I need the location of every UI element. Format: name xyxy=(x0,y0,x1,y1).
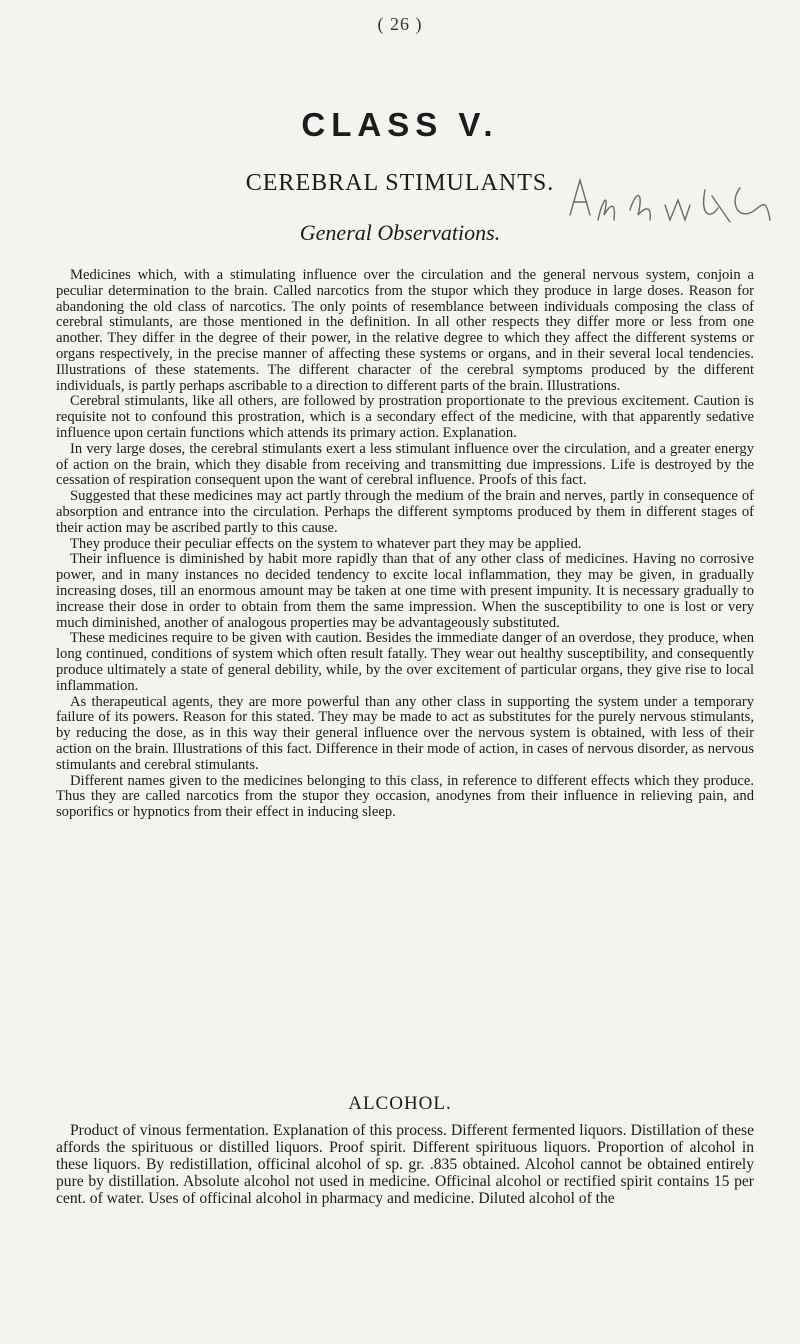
section-title: General Observations. xyxy=(299,220,501,245)
paragraph: Product of vinous fermentation. Explanation of this process. Different fermented liquors. Distillation of these affords the spirituous or distilled liquors. Proof spirit. Different spirituous liquors. Proportion of alcohol in these liquors. By redistillation, officinal alcohol of sp. gr. .835 obtained. Alcohol cannot be obtained entirely pure by distillation. Absolute alcohol not used in medicine. Officinal alcohol or rectified spirit contains 15 per cent. of water. Uses of officinal alcohol in pharmacy and medicine. Diluted alcohol of the xyxy=(56,1122,754,1207)
class-heading: CLASS V. xyxy=(301,106,499,143)
paragraph: Suggested that these medicines may act partly through the medium of the brain and nerves, partly in consequence of absorption and entrance into the circulation. Perhaps the different symptoms produced by them in different stages of their action may be ascribed partly to this cause. xyxy=(56,488,754,536)
paragraph: They produce their peculiar effects on the system to whatever part they may be applied. xyxy=(70,535,582,552)
paragraph: As therapeutical agents, they are more powerful than any other class in supporting the system under a temporary failure of its powers. Reason for this stated. They may be made to act as substitutes for the purely nervous stimulants, by reducing the dose, as in this way their general influence over the nervous system is obtained, with less of their action on the brain. Illustrations of this fact. Difference in their mode of action, in cases of nervous disorder, as nervous stimulants and cerebral stimulants. xyxy=(56,693,754,773)
paragraph: These medicines require to be given with caution. Besides the immediate danger of an overdose, they produce, when long continued, conditions of system which often result fatally. They wear out healthy susceptibility, and consequently produce ultimately a state of general debility, while, by the over excitement of particular organs, they give rise to local inflammation. xyxy=(56,630,754,694)
paragraph: In very large doses, the cerebral stimulants exert a less stimulant influence over the circulation, and a greater energy of action on the brain, which they disable from receiving and transmitting due impressions. Life is destroyed by the cessation of respiration consequent upon the want of cerebral influence. Proofs of this fact. xyxy=(56,440,754,489)
paragraph: Cerebral stimulants, like all others, are followed by prostration proportionate to the previous excitement. Caution is requisite not to confound this prostration, which is a secondary effect of the medicine, with that apparently sedative influence upon certain functions which attends its primary action. Explanation. xyxy=(56,393,754,441)
alcohol-heading: ALCOHOL. xyxy=(348,1093,452,1114)
page-number: ( 26 ) xyxy=(377,14,423,34)
paragraph: Their influence is diminished by habit more rapidly than that of any other class of medicines. Having no corrosive power, and in many instances no decided tendency to excite local inflammation, they may be given, in gradually increasing doses, till an enormous amount may be taken at one time with present impunity. It is necessary gradually to increase their dose in order to obtain from them the same impression. When the susceptibility to one is lost or very much diminished, another of analogous properties may be advantageously substituted. xyxy=(56,551,754,631)
body-text xyxy=(56,268,754,821)
alcohol-section xyxy=(56,1122,754,1207)
paragraph: Different names given to the medicines belonging to this class, in reference to different effects which they produce. Thus they are called narcotics from the stupor they occasion, anodynes from their influence in relieving pain, and soporifics or hypnotics from their effect in inducing sleep. xyxy=(56,772,754,821)
paragraph: Medicines which, with a stimulating influence over the circulation and the general nervous system, conjoin a peculiar determination to the brain. Called narcotics from the stupor which they produce in large doses. Reason for abandoning the old class of narcotics. The only points of resemblance between individuals composing the class of cerebral stimulants, are those mentioned in the definition. In all other respects they differ more or less from one another. They differ in the degree of their power, in the relative degree to which they affect the different systems or organs respectively, in the precise manner of affecting these systems or organs, and in their several local tendencies. Illustrations of these statements. The different character of the cerebral symptoms produced by the different individuals, is partly perhaps ascribable to a direction to different parts of the brain. Illustrations. xyxy=(56,267,754,394)
class-subheading: CEREBRAL STIMULANTS. xyxy=(245,170,555,196)
